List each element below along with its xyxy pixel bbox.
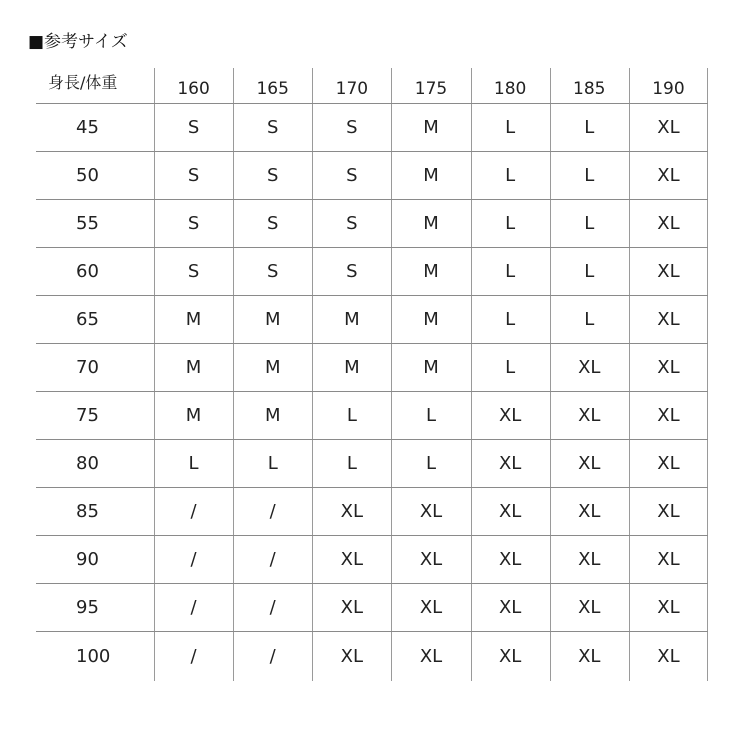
size-cell: L — [471, 296, 550, 344]
size-cell: L — [550, 200, 629, 248]
page-title: ■参考サイズ — [28, 32, 128, 52]
size-cell: L — [550, 104, 629, 152]
size-cell: XL — [550, 344, 629, 392]
size-cell: M — [391, 248, 470, 296]
size-cell: XL — [498, 645, 522, 667]
size-cell: L — [233, 440, 312, 488]
size-cell: XL — [550, 536, 629, 584]
column-header-height: 175 — [391, 68, 470, 104]
size-cell: XL — [471, 584, 550, 632]
size-cell: XL — [629, 152, 708, 200]
size-cell: S — [312, 248, 391, 296]
size-cell: XL — [391, 584, 470, 632]
row-header-weight: 50 — [36, 152, 154, 200]
column-header-height: 185 — [550, 68, 629, 104]
column-header-height: 160 — [154, 68, 233, 104]
row-header-weight: 95 — [36, 584, 154, 632]
size-cell: S — [154, 200, 233, 248]
size-cell: S — [312, 104, 391, 152]
column-header-height: 170 — [312, 68, 391, 104]
size-cell: XL — [340, 645, 364, 667]
size-cell: XL — [471, 440, 550, 488]
size-cell: XL — [657, 645, 680, 667]
size-cell: S — [154, 248, 233, 296]
size-cell: XL — [312, 488, 391, 536]
row-header-weight: 65 — [36, 296, 154, 344]
size-cell: S — [312, 200, 391, 248]
size-cell: M — [391, 104, 470, 152]
size-cell: XL — [629, 248, 708, 296]
row-header-weight: 45 — [36, 104, 154, 152]
size-cell: XL — [629, 584, 708, 632]
row-header-weight: 90 — [36, 536, 154, 584]
size-cell: XL — [629, 344, 708, 392]
size-cell: M — [312, 296, 391, 344]
size-cell: XL — [471, 536, 550, 584]
size-cell: L — [550, 248, 629, 296]
size-cell: L — [391, 392, 470, 440]
size-cell: M — [154, 392, 233, 440]
size-cell: S — [233, 248, 312, 296]
size-cell: L — [550, 296, 629, 344]
size-cell: XL — [629, 296, 708, 344]
row-header-weight: 60 — [36, 248, 154, 296]
size-cell: / — [233, 488, 312, 536]
size-cell: XL — [391, 536, 470, 584]
size-cell: M — [391, 344, 470, 392]
size-cell: L — [154, 440, 233, 488]
size-cell: XL — [419, 645, 443, 667]
size-cell: S — [233, 200, 312, 248]
size-cell: S — [154, 152, 233, 200]
size-cell: L — [550, 152, 629, 200]
column-header-height: 165 — [233, 68, 312, 104]
size-cell: L — [391, 440, 470, 488]
size-cell: L — [471, 104, 550, 152]
row-header-weight: 70 — [36, 344, 154, 392]
size-cell: / — [154, 488, 233, 536]
size-cell: XL — [629, 488, 708, 536]
row-header-weight: 80 — [36, 440, 154, 488]
size-cell: M — [154, 296, 233, 344]
size-cell: M — [233, 392, 312, 440]
size-cell: XL — [550, 440, 629, 488]
size-cell: XL — [471, 392, 550, 440]
size-cell: M — [233, 296, 312, 344]
size-cell: S — [312, 152, 391, 200]
size-cell: M — [154, 344, 233, 392]
size-cell: M — [391, 152, 470, 200]
size-cell: S — [233, 152, 312, 200]
size-cell: M — [233, 344, 312, 392]
size-cell: / — [269, 645, 276, 667]
size-cell: XL — [391, 488, 470, 536]
size-cell: M — [391, 200, 470, 248]
size-cell: / — [233, 536, 312, 584]
size-cell: / — [190, 645, 197, 667]
size-cell: XL — [629, 392, 708, 440]
row-header-weight: 75 — [36, 392, 154, 440]
table-corner-label: 身長/体重 — [36, 68, 154, 104]
size-cell: L — [312, 392, 391, 440]
column-header-height: 190 — [629, 68, 708, 104]
size-cell: / — [154, 536, 233, 584]
row-header-weight: 55 — [36, 200, 154, 248]
row-header-weight: 100 — [76, 645, 111, 667]
size-cell: XL — [629, 440, 708, 488]
size-cell: XL — [312, 584, 391, 632]
size-cell: XL — [550, 488, 629, 536]
size-cell: S — [233, 104, 312, 152]
column-header-height: 180 — [471, 68, 550, 104]
size-cell: XL — [550, 392, 629, 440]
size-cell: M — [312, 344, 391, 392]
size-cell: XL — [550, 584, 629, 632]
size-cell: M — [391, 296, 470, 344]
size-cell: L — [471, 344, 550, 392]
size-cell: XL — [629, 200, 708, 248]
size-table — [36, 68, 708, 681]
size-cell: L — [312, 440, 391, 488]
size-cell: XL — [629, 536, 708, 584]
size-cell: XL — [312, 536, 391, 584]
size-cell: XL — [629, 104, 708, 152]
size-cell: XL — [471, 488, 550, 536]
size-cell: L — [471, 152, 550, 200]
size-cell: L — [471, 248, 550, 296]
size-cell: XL — [578, 645, 601, 667]
size-cell: S — [154, 104, 233, 152]
size-cell: L — [471, 200, 550, 248]
row-header-weight: 85 — [36, 488, 154, 536]
size-cell: / — [154, 584, 233, 632]
size-cell: / — [233, 584, 312, 632]
